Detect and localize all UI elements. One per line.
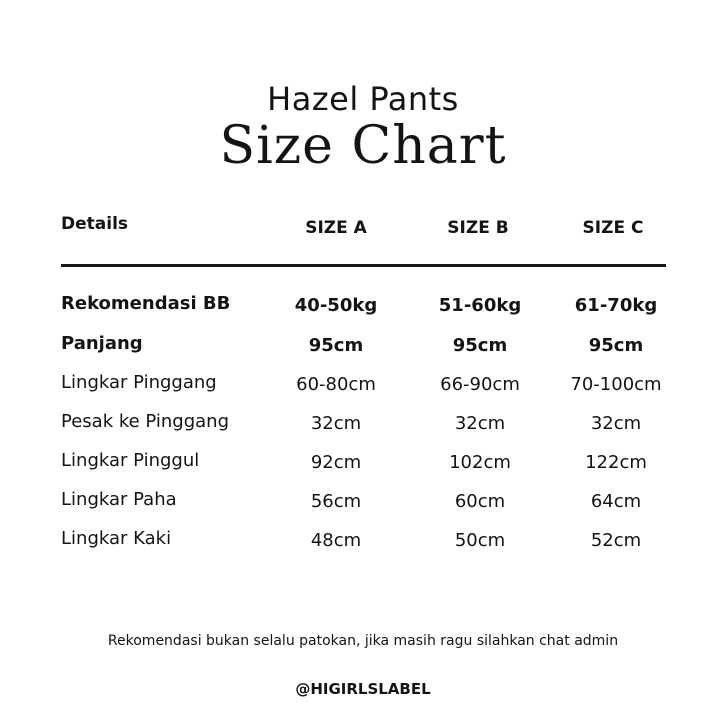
- row-label: Pesak ke Pinggang: [61, 411, 230, 432]
- header-divider: [61, 264, 666, 267]
- row-label: Lingkar Kaki: [61, 528, 172, 549]
- row-value-size-b: 66-90cm: [440, 374, 520, 395]
- table-row: [0, 411, 726, 441]
- table-row: [0, 372, 726, 402]
- product-name: Hazel Pants: [267, 80, 459, 118]
- row-value-size-b: 32cm: [454, 413, 506, 434]
- row-value-size-a: 92cm: [310, 452, 362, 473]
- table-row: [0, 489, 726, 519]
- row-value-size-c: 64cm: [590, 491, 642, 512]
- row-value-size-c: 95cm: [588, 335, 644, 356]
- header-size-b: SIZE B: [447, 218, 509, 238]
- row-value-size-a: 32cm: [310, 413, 362, 434]
- table-row: [0, 450, 726, 480]
- header-size-a: SIZE A: [305, 218, 367, 238]
- row-value-size-a: 40-50kg: [294, 295, 378, 316]
- row-value-size-c: 32cm: [590, 413, 642, 434]
- row-value-size-a: 56cm: [310, 491, 362, 512]
- table-row: [0, 333, 726, 363]
- table-row: [0, 528, 726, 558]
- header-details: Details: [61, 214, 129, 234]
- row-value-size-c: 61-70kg: [574, 295, 658, 316]
- table-row: [0, 293, 726, 323]
- row-label: Rekomendasi BB: [61, 293, 231, 314]
- row-label: Lingkar Pinggul: [61, 450, 200, 471]
- brand-handle: @HIGIRLSLABEL: [295, 680, 431, 698]
- row-value-size-b: 60cm: [454, 491, 506, 512]
- row-value-size-a: 95cm: [308, 335, 364, 356]
- recommendation-note: Rekomendasi bukan selalu patokan, jika masih ragu silahkan chat admin: [107, 633, 619, 649]
- row-label: Lingkar Paha: [61, 489, 177, 510]
- row-value-size-b: 102cm: [449, 452, 511, 473]
- row-label: Panjang: [61, 333, 143, 354]
- row-value-size-b: 95cm: [452, 335, 508, 356]
- table-header: [0, 214, 726, 244]
- row-value-size-c: 52cm: [590, 530, 642, 551]
- row-label: Lingkar Pinggang: [61, 372, 217, 393]
- row-value-size-a: 48cm: [310, 530, 362, 551]
- header-size-c: SIZE C: [582, 218, 644, 238]
- page-title: Size Chart: [219, 116, 507, 176]
- row-value-size-b: 51-60kg: [438, 295, 522, 316]
- row-value-size-c: 70-100cm: [570, 374, 662, 395]
- row-value-size-b: 50cm: [454, 530, 506, 551]
- row-value-size-a: 60-80cm: [296, 374, 376, 395]
- row-value-size-c: 122cm: [585, 452, 647, 473]
